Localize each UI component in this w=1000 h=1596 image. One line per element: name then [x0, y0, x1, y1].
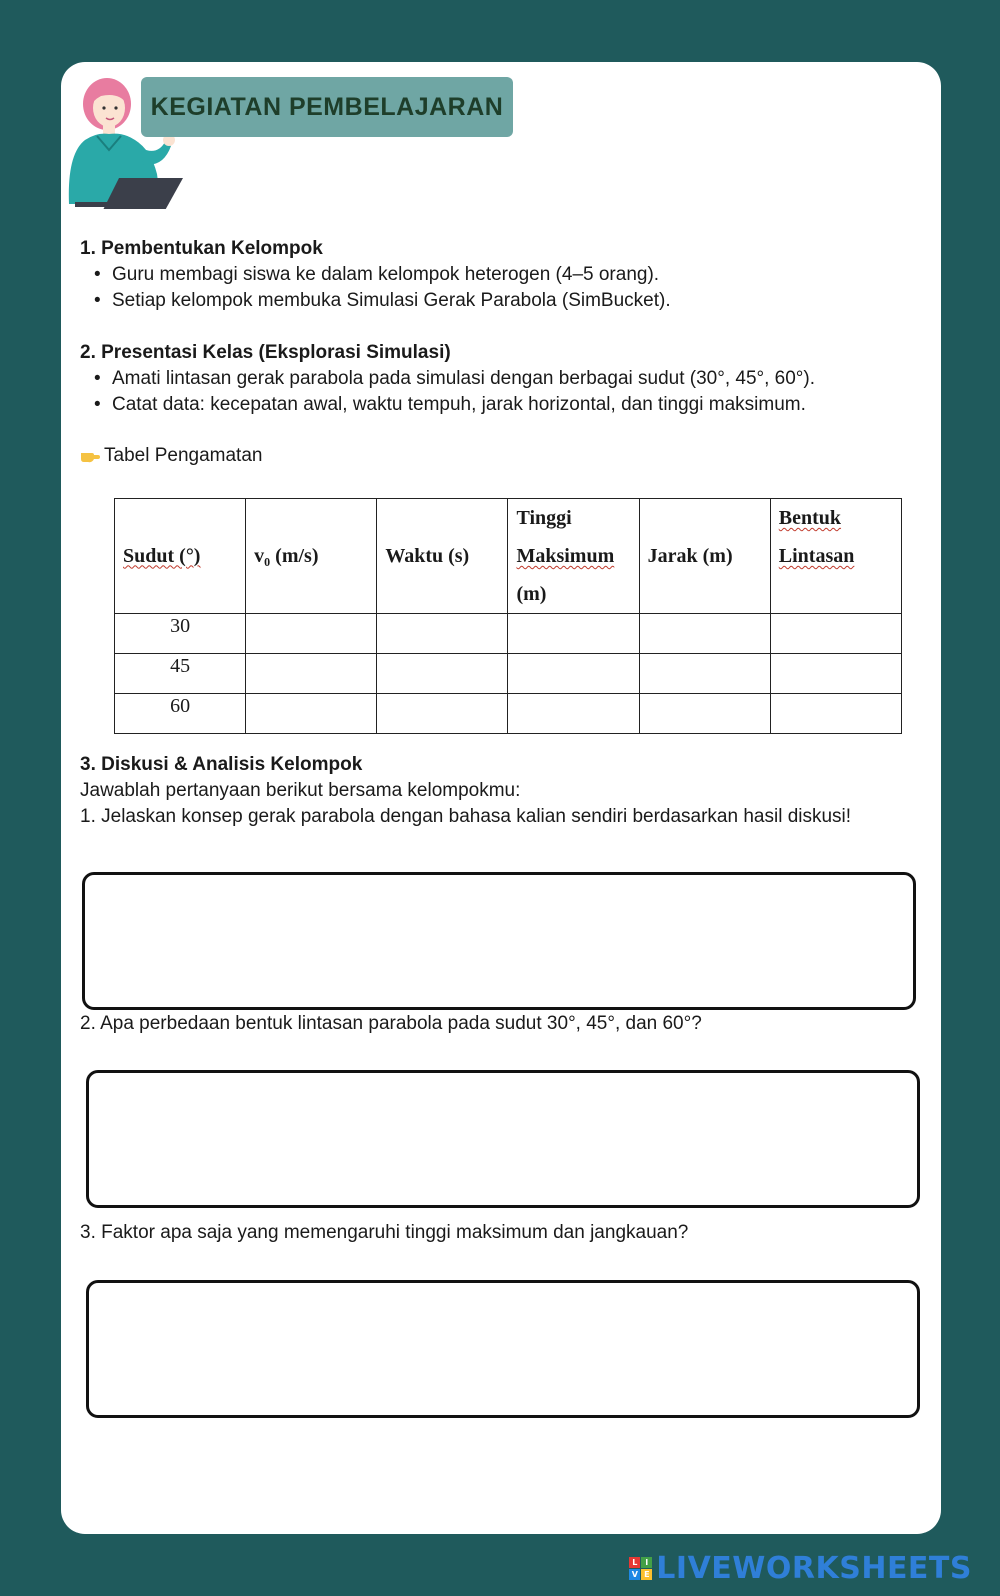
cell-bentuk-input[interactable] — [770, 694, 901, 734]
table-row — [115, 614, 902, 654]
cell-v0-input[interactable] — [246, 694, 377, 734]
cell-bentuk-input[interactable] — [770, 654, 901, 694]
cell-jarak-input[interactable] — [639, 694, 770, 734]
cell-sudut: 45 — [115, 654, 246, 694]
liveworksheets-logo[interactable] — [629, 1551, 972, 1586]
header-tinggi: Tinggi Maksimum (m) — [508, 499, 639, 614]
header-sudut: Sudut (°) — [115, 499, 246, 614]
table-header-row — [115, 499, 902, 614]
section3-intro: Jawablah pertanyaan berikut bersama kelompokmu: — [80, 780, 521, 801]
observation-table — [114, 498, 902, 734]
brand-name: LIVEWORKSHEETS — [656, 1551, 972, 1586]
cell-waktu-input[interactable] — [377, 614, 508, 654]
section1-heading: 1. Pembentukan Kelompok — [80, 238, 323, 259]
cell-sudut: 30 — [115, 614, 246, 654]
list-item: • Amati lintasan gerak parabola pada simulasi dengan berbagai sudut (30°, 45°, 60°). — [94, 368, 815, 390]
cell-tinggi-input[interactable] — [508, 654, 639, 694]
answer-box-1[interactable] — [82, 872, 916, 1010]
header-jarak: Jarak (m) — [639, 499, 770, 614]
question-1: 1. Jelaskan konsep gerak parabola dengan bahasa kalian sendiri berdasarkan hasil diskusi! — [80, 806, 852, 827]
cell-bentuk-input[interactable] — [770, 614, 901, 654]
table-row — [115, 694, 902, 734]
table-caption: Tabel Pengamatan — [80, 445, 262, 467]
section3-heading: 3. Diskusi & Analisis Kelompok — [80, 754, 363, 775]
question-3: 3. Faktor apa saja yang memengaruhi tinggi maksimum dan jangkauan? — [80, 1222, 689, 1243]
cell-tinggi-input[interactable] — [508, 614, 639, 654]
cell-jarak-input[interactable] — [639, 614, 770, 654]
cell-waktu-input[interactable] — [377, 654, 508, 694]
cell-waktu-input[interactable] — [377, 694, 508, 734]
section2-heading: 2. Presentasi Kelas (Eksplorasi Simulasi) — [80, 342, 451, 363]
header-waktu: Waktu (s) — [377, 499, 508, 614]
answer-box-2[interactable] — [86, 1070, 920, 1208]
list-item: • Catat data: kecepatan awal, waktu tempuh, jarak horizontal, dan tinggi maksimum. — [94, 394, 806, 416]
cell-sudut: 60 — [115, 694, 246, 734]
cell-v0-input[interactable] — [246, 614, 377, 654]
table-row — [115, 654, 902, 694]
list-item: • Guru membagi siswa ke dalam kelompok heterogen (4–5 orang). — [94, 264, 659, 286]
worksheet-card — [61, 62, 941, 1534]
cell-v0-input[interactable] — [246, 654, 377, 694]
pointing-hand-icon — [80, 447, 100, 463]
question-2: 2. Apa perbedaan bentuk lintasan parabola pada sudut 30°, 45°, dan 60°? — [80, 1013, 702, 1034]
list-item: • Setiap kelompok membuka Simulasi Gerak Parabola (SimBucket). — [94, 290, 671, 312]
cell-jarak-input[interactable] — [639, 654, 770, 694]
cell-tinggi-input[interactable] — [508, 694, 639, 734]
answer-box-3[interactable] — [86, 1280, 920, 1418]
header-v0: v₀ (m/s) — [246, 499, 377, 614]
logo-mark-icon: L I V E — [629, 1557, 652, 1580]
page-title: KEGIATAN PEMBELAJARAN — [141, 77, 513, 137]
header-bentuk: Bentuk Lintasan — [770, 499, 901, 614]
